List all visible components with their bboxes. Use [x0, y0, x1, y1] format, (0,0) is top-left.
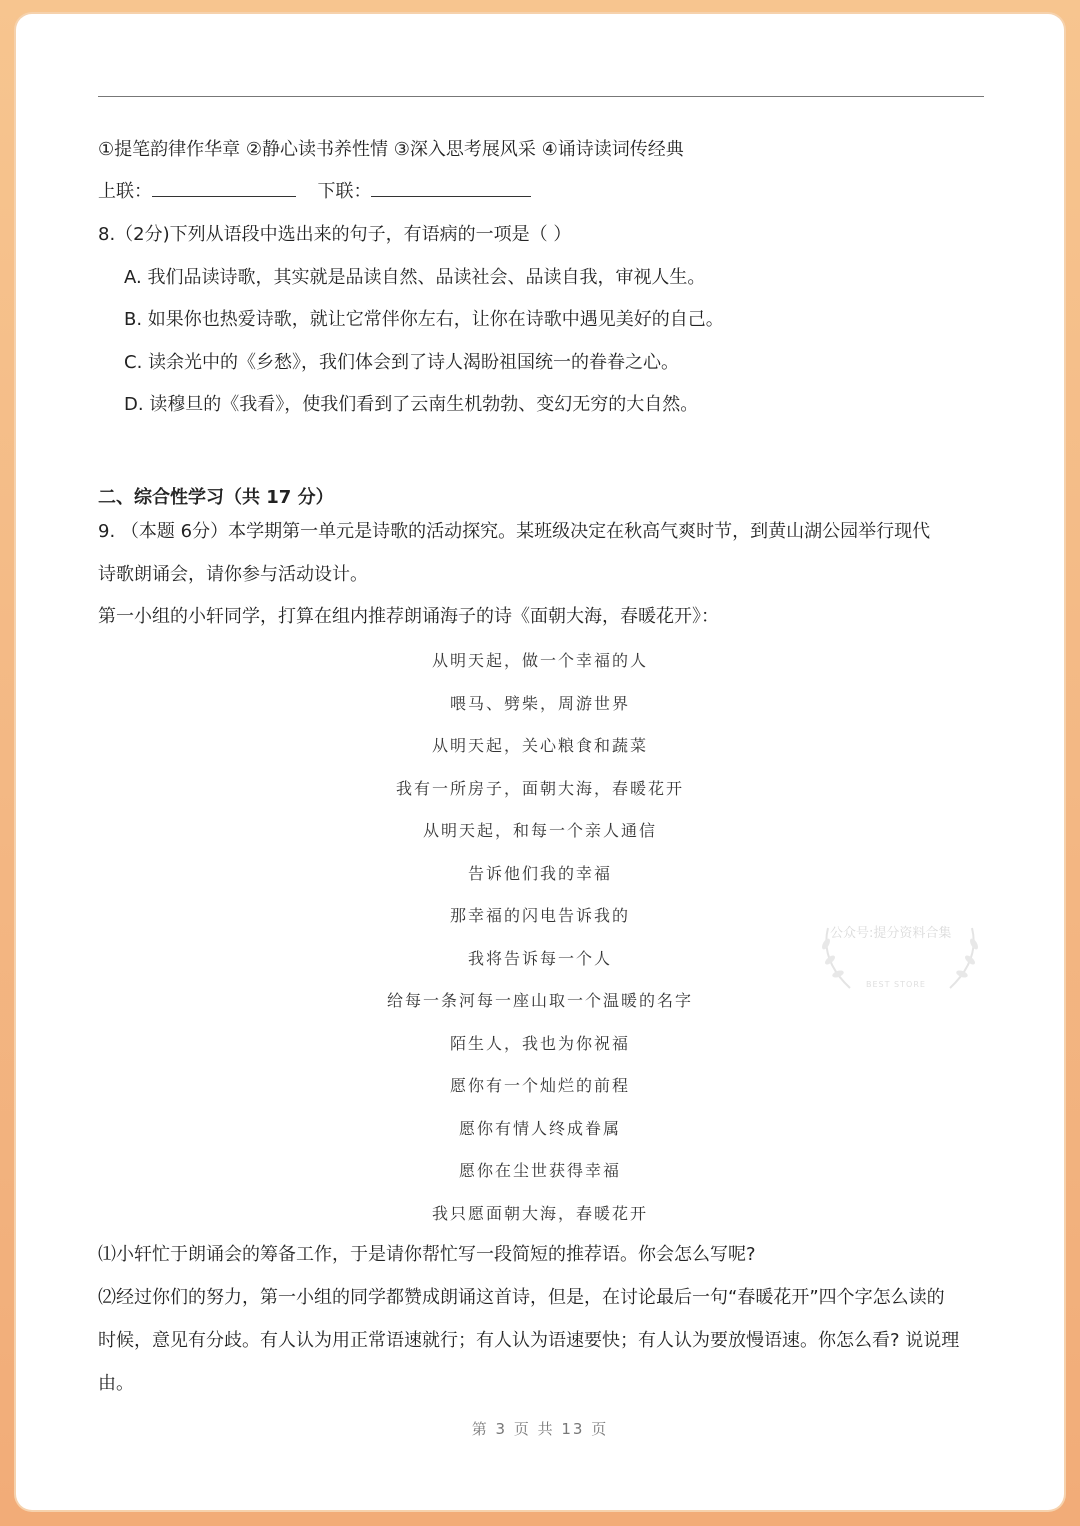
poem-line: 告诉他们我的幸福 [467, 864, 612, 883]
poem-line: 从明天起，和每一个亲人通信 [422, 821, 657, 840]
page-number: 第 3 页 共 13 页 [471, 1420, 609, 1438]
poem-line: 愿你有情人终成眷属 [458, 1119, 621, 1138]
couplet-upper-label: 上联： [98, 181, 152, 202]
poem-line: 我有一所房子，面朝大海，春暖花开 [395, 779, 684, 798]
q9-text-line2: 诗歌朗诵会，请你参与活动设计。 [98, 564, 368, 585]
poem-line: 从明天起，关心粮食和蔬菜 [431, 736, 648, 755]
q9-text-line1: 9. （本题 6分）本学期第一单元是诗歌的活动探究。某班级决定在秋高气爽时节，到黄山湖公园举行现代 [98, 521, 931, 542]
couplet-lower-blank[interactable] [371, 180, 531, 197]
watermark [810, 910, 990, 1000]
q8-option-b: B. 如果你也热爱诗歌，就让它常伴你左右，让你在诗歌中遇见美好的自己。 [124, 309, 724, 330]
poem-line: 给每一条河每一座山取一个温暖的名字 [386, 991, 693, 1010]
q8-option-a: A. 我们品读诗歌，其实就是品读自然、品读社会、品读自我，审视人生。 [124, 267, 706, 288]
poem-line: 愿你在尘世获得幸福 [458, 1161, 621, 1180]
section2-heading: 二、综合性学习（共 17 分） [98, 487, 334, 508]
poem-line: 我将告诉每一个人 [467, 949, 612, 968]
poem-line: 那幸福的闪电告诉我的 [449, 906, 630, 925]
q9-subquestion-1: ⑴小轩忙于朗诵会的筹备工作，于是请你帮忙写一段简短的推荐语。你会怎么写呢? [98, 1244, 756, 1265]
poem-line: 我只愿面朝大海，春暖花开 [431, 1204, 648, 1223]
q9-subquestion-2-line1: ⑵经过你们的努力，第一小组的同学都赞成朗诵这首诗，但是，在讨论最后一句“春暖花开”四个字怎么读的 [98, 1287, 945, 1308]
q9-intro: 第一小组的小轩同学，打算在组内推荐朗诵海子的诗《面朝大海，春暖花开》： [98, 606, 719, 627]
couplet-lower-label: 下联： [317, 181, 372, 202]
q8-stem: 8.（2分)下列从语段中选出来的句子，有语病的一项是（ ） [98, 224, 572, 245]
q8-option-d: D. 读穆旦的《我看》，使我们看到了云南生机勃勃、变幻无穷的大自然。 [124, 394, 699, 415]
q7-options: ①提笔韵律作华章 ②静心读书养性情 ③深入思考展风采 ④诵诗读词传经典 [98, 139, 684, 160]
poem-line: 陌生人，我也为你祝福 [449, 1034, 630, 1053]
q8-option-c: C. 读余光中的《乡愁》，我们体会到了诗人渴盼祖国统一的眷眷之心。 [124, 352, 680, 373]
header-rule [98, 96, 984, 97]
exam-page [16, 14, 1064, 1510]
couplet-answer-line [98, 180, 531, 204]
poem-line: 从明天起，做一个幸福的人 [431, 651, 648, 670]
q9-subquestion-2-line2: 时候，意见有分歧。有人认为用正常语速就行；有人认为语速要快；有人认为要放慢语速。你怎么看? 说说理 [98, 1330, 960, 1351]
poem-line: 愿你有一个灿烂的前程 [449, 1076, 630, 1095]
poem-line: 喂马、劈柴，周游世界 [449, 694, 630, 713]
watermark-text: 公众号:提分资料合集 [830, 926, 952, 941]
couplet-upper-blank[interactable] [152, 180, 296, 197]
q9-subquestion-2-line3: 由。 [98, 1373, 134, 1394]
watermark-sub: BEST STORE [866, 980, 926, 989]
